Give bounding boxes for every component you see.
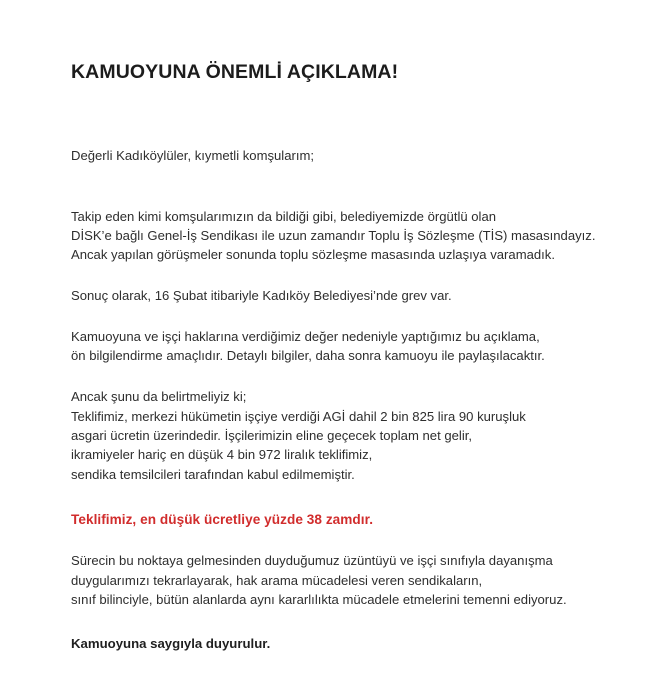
paragraph-closing xyxy=(71,551,600,609)
paragraph-context-line-1: Takip eden kimi komşularımızın da bildiği gibi, belediyemizde örgütlü olan xyxy=(71,208,497,224)
paragraph-offer-line-5: sendika temsilcileri tarafından kabul edilmemiştir. xyxy=(71,466,355,482)
paragraph-offer-line-2: Teklifimiz, merkezi hükümetin işçiye verdiği AGİ dahil 2 bin 825 lira 90 kuruşluk xyxy=(71,408,526,424)
paragraph-strike-result xyxy=(71,286,600,305)
paragraph-closing-line-2: duygularımızı tekrarlayarak, hak arama mücadelesi veren sendikaların, xyxy=(71,572,483,588)
paragraph-purpose xyxy=(71,327,600,366)
paragraph-context-line-3: Ancak yapılan görüşmeler sonunda toplu sözleşme masasında uzlaşıya varamadık. xyxy=(71,247,555,263)
paragraph-result-line-1: Sonuç olarak, 16 Şubat itibariyle Kadıköy Belediyesi’nde grev var. xyxy=(71,287,452,303)
page-title: KAMUOYUNA ÖNEMLİ AÇIKLAMA! xyxy=(71,61,399,83)
document-body xyxy=(71,146,600,653)
paragraph-offer-line-3: asgari ücretin üzerindedir. İşçilerimizin eline geçecek toplam net gelir, xyxy=(71,428,473,444)
paragraph-purpose-line-2: ön bilgilendirme amaçlıdır. Detaylı bilgiler, daha sonra kamuoyu ile paylaşılacaktır. xyxy=(71,348,545,364)
paragraph-offer-details xyxy=(71,387,600,483)
paragraph-closing-line-1: Sürecin bu noktaya gelmesinden duyduğumuz üzüntüyü ve işçi sınıfıyla dayanışma xyxy=(71,553,553,569)
signoff-statement: Kamuoyuna saygıyla duyurulur. xyxy=(71,636,271,652)
paragraph-context-line-2: DİSK’e bağlı Genel-İş Sendikası ile uzun zamandır Toplu İş Sözleşme (TİS) masasındayız. xyxy=(71,227,596,243)
paragraph-offer-line-4: ikramiyeler hariç en düşük 4 bin 972 liralık teklifimiz, xyxy=(71,447,373,463)
paragraph-context xyxy=(71,207,600,265)
paragraph-offer-line-1: Ancak şunu da belirtmeliyiz ki; xyxy=(71,389,247,405)
paragraph-salutation: Değerli Kadıköylüler, kıymetli komşularım; xyxy=(71,148,315,164)
paragraph-closing-line-3: sınıf bilinciyle, bütün alanlarda aynı kararlılıkta mücadele etmelerini temenni ediyoruz. xyxy=(71,591,567,607)
highlighted-raise-statement: Teklifimiz, en düşük ücretliye yüzde 38 zamdır. xyxy=(71,511,374,527)
paragraph-purpose-line-1: Kamuoyuna ve işçi haklarına verdiğimiz değer nedeniyle yaptığımız bu açıklama, xyxy=(71,328,540,344)
